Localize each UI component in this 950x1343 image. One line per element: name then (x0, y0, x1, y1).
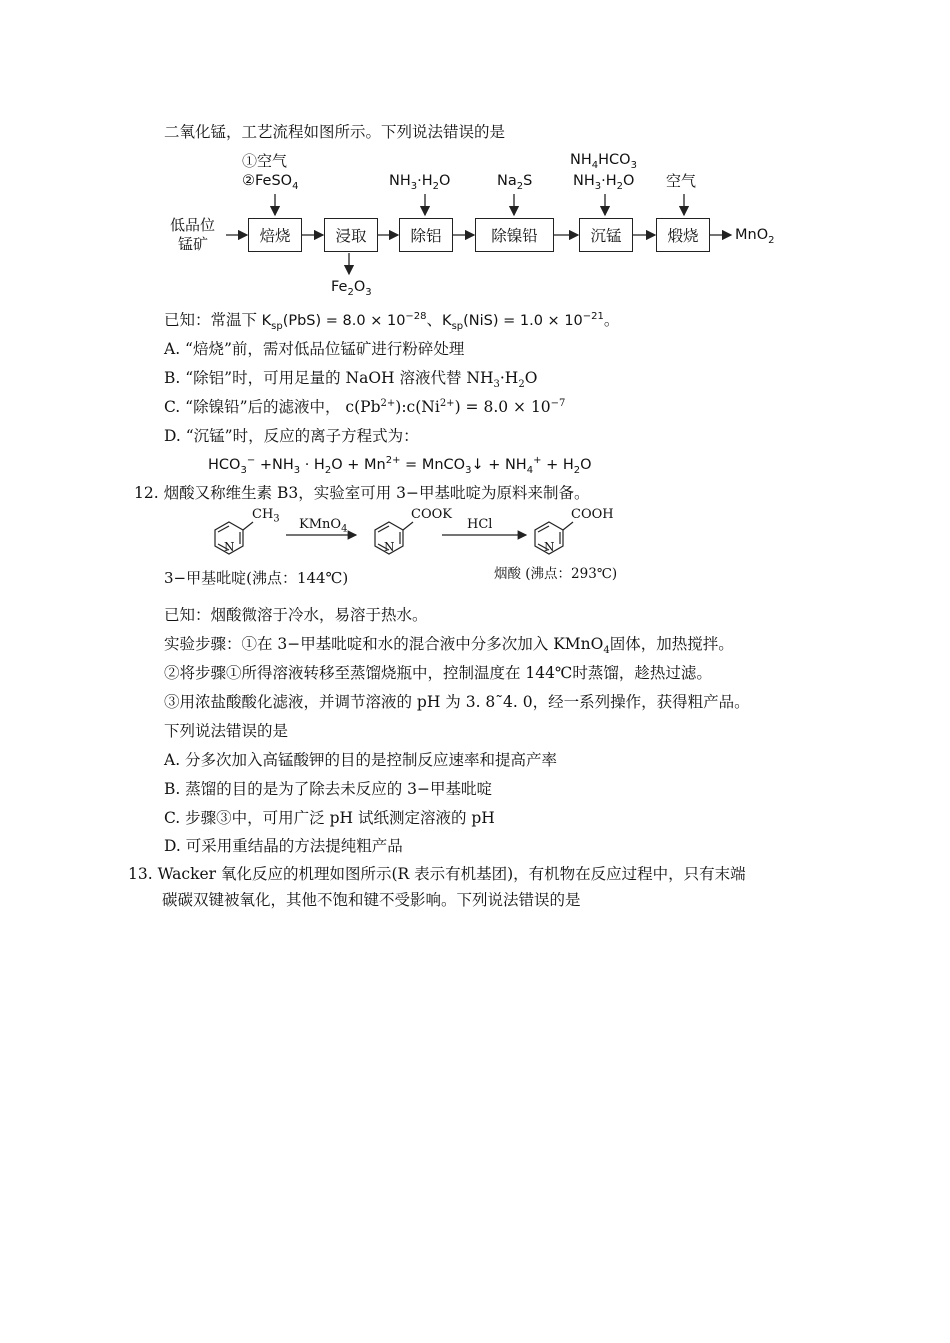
reaction-scheme (0, 0, 950, 600)
q12-question: 下列说法错误的是 (164, 722, 289, 740)
flow-step-calcine: 煅烧 (656, 218, 710, 252)
n-label-2: N (384, 540, 395, 554)
flow-step-remove-al: 除铝 (399, 218, 453, 252)
flow-input-1-line1: ①空气 (242, 152, 288, 170)
cook-label: COOK (411, 507, 452, 522)
q12-option-b: B. 蒸馏的目的是为了除去未反应的 3−甲基吡啶 (164, 780, 493, 798)
reagent-hcl: HCl (467, 517, 493, 532)
flow-input-4-line2: $NH_3\cdot H_2O$ (573, 173, 635, 192)
q13-line-2: 碳碳双键被氧化，其他不饱和键不受影响。下列说法错误的是 (162, 891, 581, 909)
reagent-kmno4: KMnO$_4$ (299, 517, 348, 535)
q13-line-1: 13. Wacker 氧化反应的机理如图所示(R 表示有机基团)，有机物在反应过程中，只有末端 (128, 865, 746, 883)
flow-output: MnO$_2$ (735, 227, 775, 246)
q12-title: 12. 烟酸又称维生素 B3，实验室可用 3−甲基吡啶为原料来制备。 (134, 484, 590, 502)
q12-option-c: C. 步骤③中，可用广泛 pH 试纸测定溶液的 pH (164, 809, 495, 827)
flow-input-3: $Na_2S$ (497, 173, 533, 192)
flow-start-label-2: 锰矿 (178, 235, 209, 253)
flow-input-1-line2: ②FeSO$_4$ (242, 173, 299, 192)
q12-step-2: ②将步骤①所得溶液转移至蒸馏烧瓶中，控制温度在 144℃时蒸馏，趁热过滤。 (164, 664, 712, 682)
flow-input-4-line1: $NH_4HCO_3$ (570, 152, 637, 171)
flow-input-2: $NH_3\cdot H_2O$ (389, 173, 451, 192)
n-label-1: N (224, 540, 235, 554)
q11-option-d: D. “沉锰”时，反应的离子方程式为： (164, 427, 419, 445)
n-label-3: N (544, 540, 555, 554)
flow-step-remove-ni-pb: 除镍铅 (475, 218, 554, 252)
q11-intro: 二氧化锰，工艺流程如图所示。下列说法错误的是 (164, 123, 506, 141)
q12-option-d: D. 可采用重结晶的方法提纯粗产品 (164, 837, 403, 855)
flow-byproduct: $Fe_2O_3$ (331, 279, 372, 298)
flow-step-roast: 焙烧 (248, 218, 302, 252)
flow-input-5: 空气 (666, 172, 697, 190)
cooh-label: COOH (571, 507, 614, 522)
q11-option-a: A. “焙烧”前，需对低品位锰矿进行粉碎处理 (164, 340, 465, 358)
q11-option-b: B. “除铝”时，可用足量的 NaOH 溶液代替 $NH_3\cdot H_2O$ (164, 369, 538, 391)
q11-known-ksp: 已知：常温下 $K_{sp}(PbS) = 8.0 \times 10^{-28}$、$K_{sp}(NiS) = 1.0 \times 10^{-21}$。 (164, 311, 620, 332)
q12-option-a: A. 分多次加入高锰酸钾的目的是控制反应速率和提高产率 (164, 751, 558, 769)
q12-step-3: ③用浓盐酸酸化滤液，并调节溶液的 pH 为 3. 8˜4. 0，经一系列操作，获得粗产品。 (164, 693, 750, 711)
q11-ionic-equation: $HCO_3^- +NH_3 \cdot H_2O + Mn^{2+}$ = MnCO$_3$↓ + $NH_4^+ + H_2O$ (208, 455, 592, 476)
q12-step-1: 实验步骤：①在 3−甲基吡啶和水的混合液中分多次加入 KMnO$_4$固体，加热搅拌。 (164, 635, 734, 657)
ch3-label: $CH_3$ (252, 507, 280, 525)
flow-step-precipitate-mn: 沉锰 (579, 218, 633, 252)
flow-start-label-1: 低品位 (170, 216, 216, 234)
q11-option-c: C. “除镍铅”后的滤液中， $c(Pb^{2+}):c(Ni^{2+}) = 8.0 \times 10^{-7}$ (164, 397, 566, 416)
left-compound-label: 3−甲基吡啶(沸点：144℃) (164, 569, 349, 587)
q12-known: 已知：烟酸微溶于冷水，易溶于热水。 (164, 606, 428, 624)
right-compound-label: 烟酸 (沸点：293℃) (494, 566, 618, 582)
flow-step-leach: 浸取 (324, 218, 378, 252)
